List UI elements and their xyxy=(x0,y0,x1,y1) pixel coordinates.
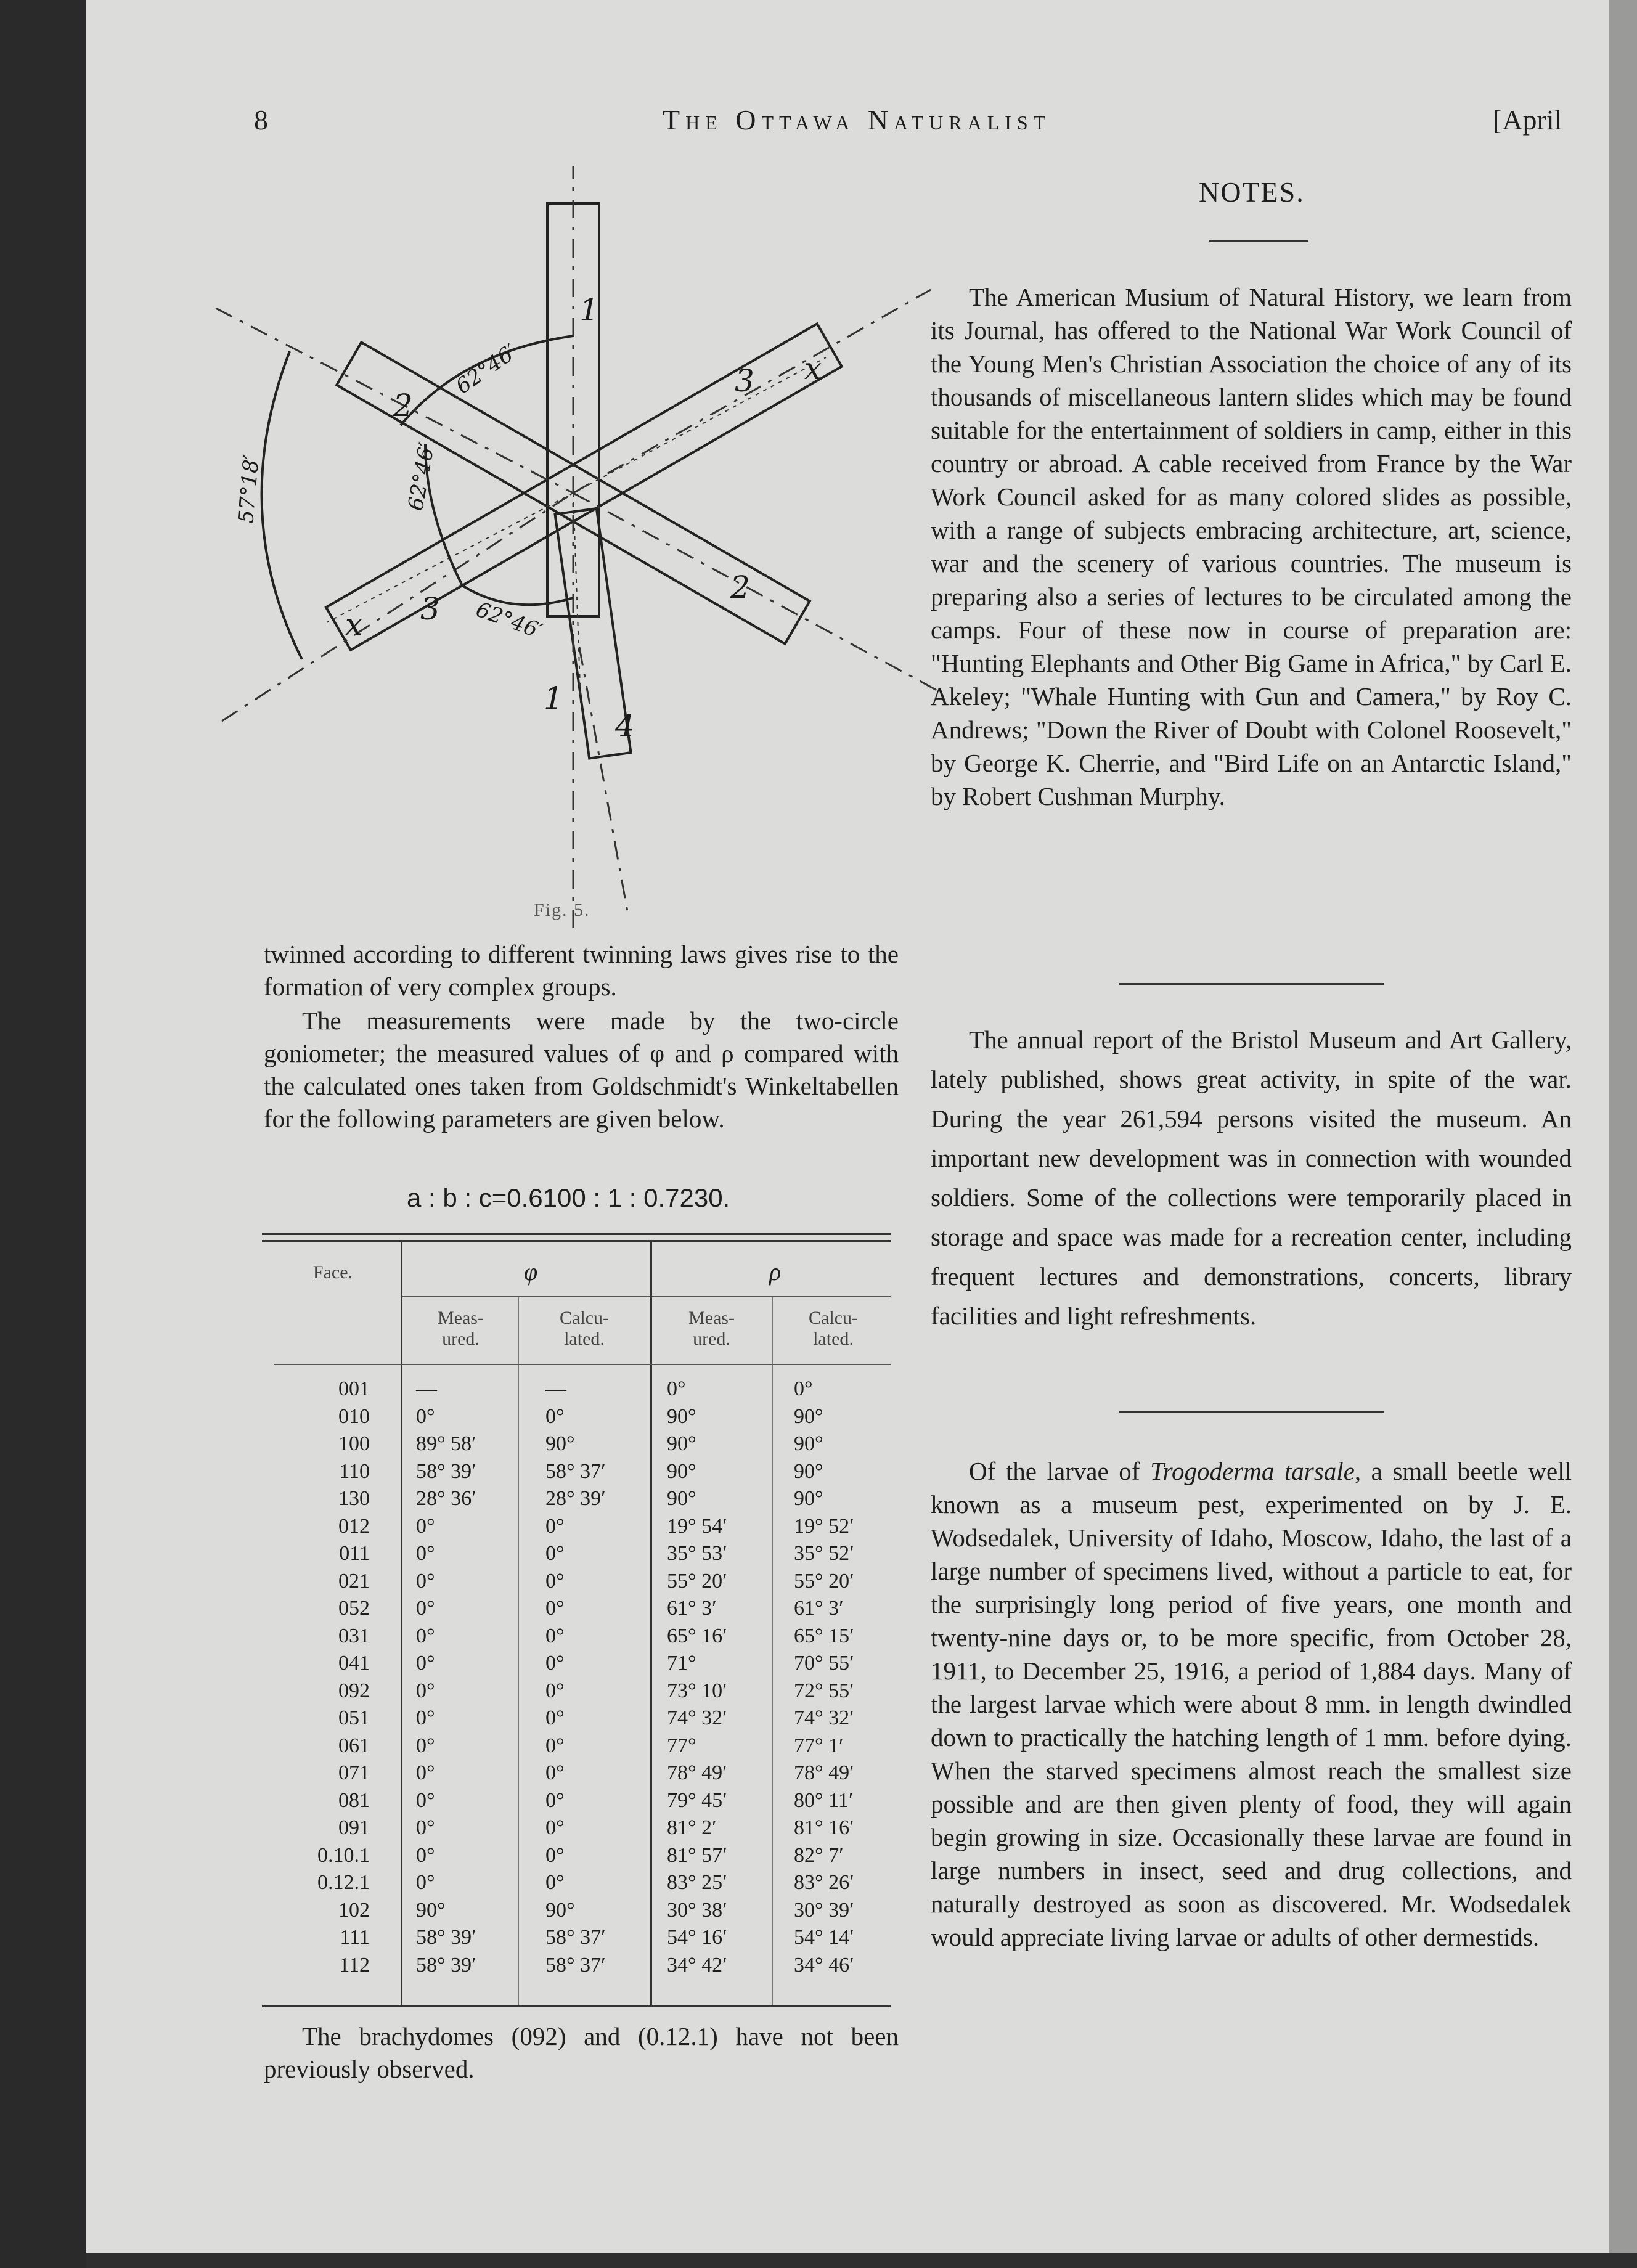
angle-label-lower: 62°46′ xyxy=(472,597,546,644)
table-cell: 77° xyxy=(667,1734,696,1757)
face-label-1: 1 xyxy=(579,292,599,328)
angle-label-left: 57°18′ xyxy=(234,454,264,524)
table-cell: 0° xyxy=(545,1789,565,1812)
table-cell: 55° 20′ xyxy=(667,1569,727,1593)
table-cell: 81° 16′ xyxy=(794,1816,854,1839)
table-cell: 0° xyxy=(545,1679,565,1702)
table-cell: 102 xyxy=(338,1898,370,1922)
axis-lower-left xyxy=(222,493,573,721)
table-cell: 012 xyxy=(338,1514,370,1538)
table-cell: 81° 57′ xyxy=(667,1843,727,1867)
table-cell: 90° xyxy=(794,1432,823,1455)
table-rule-top-inner xyxy=(262,1240,891,1242)
face-column xyxy=(265,1376,370,1979)
table-cell: 78° 49′ xyxy=(794,1761,854,1784)
table-cell: 34° 42′ xyxy=(667,1953,727,1976)
table-cell: 90° xyxy=(667,1459,696,1483)
closing-paragraph: The brachydomes (092) and (0.12.1) have not been previously observed. xyxy=(264,2022,899,2083)
notes-rule xyxy=(1209,240,1308,242)
journal-title: The Ottawa Naturalist xyxy=(663,104,1051,136)
angle-arc-left xyxy=(262,351,302,659)
table-cell: — xyxy=(545,1377,566,1400)
table-cell: 83° 25′ xyxy=(667,1871,727,1894)
table-cell: 0° xyxy=(416,1707,435,1729)
table-cell: 89° 58′ xyxy=(416,1432,476,1455)
table-cell: 77° 1′ xyxy=(794,1734,844,1757)
axial-ratio-equation: a : b : c=0.6100 : 1 : 0.7230. xyxy=(407,1183,730,1212)
page-number: 8 xyxy=(254,104,268,136)
table-cell: — xyxy=(416,1377,437,1400)
table-cell: 58° 37′ xyxy=(545,1926,606,1949)
face-label-2-lower: 2 xyxy=(730,569,750,605)
notes-title: NOTES. xyxy=(1199,176,1305,208)
table-cell: 0° xyxy=(545,1652,565,1674)
table-cell: 0° xyxy=(416,1569,435,1593)
table-vrule-phi xyxy=(518,1297,519,2005)
table-rule-head xyxy=(274,1364,891,1365)
table-cell: 90° xyxy=(794,1459,823,1483)
table-cell: 0.10.1 xyxy=(317,1843,370,1867)
table-rule-phi xyxy=(402,1296,650,1297)
table-cell: 0° xyxy=(667,1377,686,1400)
phi-header: φ xyxy=(524,1258,538,1286)
phi-calculated-header: Calcu- lated. xyxy=(560,1308,609,1349)
face-column-header: Face. xyxy=(312,1262,353,1283)
table-cell: 30° 38′ xyxy=(667,1898,727,1922)
rho-calculated-header: Calcu- lated. xyxy=(809,1308,858,1349)
table-cell: 0° xyxy=(416,1624,435,1647)
table-cell: 90° xyxy=(794,1405,823,1428)
table-cell: 0° xyxy=(416,1816,435,1839)
species-name: Trogoderma tarsale xyxy=(1150,1457,1355,1485)
table-cell: 73° 10′ xyxy=(667,1679,727,1702)
table-cell: 55° 20′ xyxy=(794,1569,854,1593)
table-cell: 0° xyxy=(416,1597,435,1620)
crystal-twin-figure xyxy=(203,166,943,931)
table-cell: 0° xyxy=(545,1569,565,1593)
table-cell: 0° xyxy=(416,1405,435,1428)
table-cell: 81° 2′ xyxy=(667,1816,717,1839)
table-cell: 111 xyxy=(340,1926,370,1949)
table-cell: 80° 11′ xyxy=(794,1789,854,1812)
phi-measured-header: Meas- ured. xyxy=(438,1308,484,1349)
table-cell: 0° xyxy=(545,1816,565,1839)
table-cell: 58° 37′ xyxy=(545,1953,606,1976)
face-label-4: 4 xyxy=(615,708,635,744)
table-cell: 092 xyxy=(338,1679,370,1702)
table-cell: 19° 54′ xyxy=(667,1514,727,1538)
table-cell: 0° xyxy=(416,1514,435,1538)
table-rule-rho xyxy=(652,1296,891,1297)
table-cell: 70° 55′ xyxy=(794,1652,854,1674)
table-cell: 61° 3′ xyxy=(667,1597,717,1620)
left-paragraph-2: The measurements were made by the two-circle goniometer; the measured values of φ and ρ compared with the calculated ones taken from Goldschmidt's Winkeltabellen for the following parameters are given below. xyxy=(264,1006,899,1133)
table-cell: 65° 15′ xyxy=(794,1624,854,1647)
table-cell: 74° 32′ xyxy=(794,1707,854,1729)
left-paragraph-1: twinned according to different twinning laws gives rise to the formation of very complex groups. xyxy=(264,940,899,1001)
note-separator-1 xyxy=(1119,983,1384,985)
table-cell: 112 xyxy=(339,1953,370,1976)
book-spine xyxy=(0,0,86,2268)
table-cell: 72° 55′ xyxy=(794,1679,854,1702)
table-cell: 90° xyxy=(667,1487,696,1510)
table-cell: 0° xyxy=(545,1514,565,1538)
note-bristol-museum: The annual report of the Bristol Museum and Art Gallery, lately published, shows great activity, in spite of the war. During the year 261,594 persons visited the museum. An important new development was in connection with wounded soldiers. Some of the collections were temporarily placed in storage and space was made for a recreation center, including frequent lectures and demonstrations, concerts, library facilities and light refreshments. xyxy=(931,1026,1572,1330)
table-vrule-2 xyxy=(650,1242,652,2005)
page-edge xyxy=(1609,0,1637,2268)
face-label-3-lower: 3 xyxy=(420,591,440,627)
table-cell: 90° xyxy=(545,1432,575,1455)
table-cell: 110 xyxy=(339,1459,370,1483)
table-vrule-rho xyxy=(772,1297,773,2005)
table-cell: 052 xyxy=(338,1597,370,1620)
table-cell: 79° 45′ xyxy=(667,1789,727,1812)
table-cell: 100 xyxy=(338,1432,370,1455)
table-cell: 0° xyxy=(545,1871,565,1894)
table-cell: 0° xyxy=(416,1761,435,1784)
table-cell: 0° xyxy=(416,1652,435,1674)
table-cell: 0° xyxy=(416,1843,435,1867)
table-cell: 90° xyxy=(794,1487,823,1510)
face-label-x-right: x xyxy=(804,351,822,386)
table-cell: 0° xyxy=(545,1843,565,1867)
rho-measured-column xyxy=(667,1376,727,1979)
table-cell: 0° xyxy=(545,1761,565,1784)
face-label-2-upper: 2 xyxy=(393,388,413,423)
figure-caption: Fig. 5. xyxy=(534,900,590,920)
table-vrule-1 xyxy=(401,1242,402,2005)
table-cell: 90° xyxy=(667,1405,696,1428)
table-cell: 091 xyxy=(338,1816,370,1839)
table-cell: 081 xyxy=(338,1789,370,1812)
note-museum-slides: The American Musium of Natural History, we learn from its Journal, has offered to the National War Work Council of the Young Men's Christian Association the choice of any of its thousands of miscellaneous lantern slides which may be found suitable for the entertainment of soldiers in camp, either in this country or abroad. A cable received from France by the War Work Council asked for as many colored slides as possible, with a range of subjects embracing architecture, art, science, war and the scenery of various countries. The museum is preparing also a series of lectures to be circulated among the camps. Four of these now in course of preparation are: "Hunting Elephants and Other Big Game in Africa," by Carl E. Akeley; "Whale Hunting with Gun and Camera," by Roy C. Andrews; "Down the River of Doubt with Colonel Roosevelt," by George K. Cherrie, and "Bird Life on an Antarctic Island," by Robert Cushman Murphy. xyxy=(931,283,1572,810)
note-separator-2 xyxy=(1119,1411,1384,1413)
table-cell: 78° 49′ xyxy=(667,1761,727,1784)
table-cell: 010 xyxy=(338,1405,370,1428)
phi-calculated-column xyxy=(545,1376,606,1979)
table-cell: 0° xyxy=(545,1542,565,1565)
table-cell: 90° xyxy=(416,1898,446,1922)
table-cell: 011 xyxy=(339,1542,370,1565)
angle-label-middle: 62°46′ xyxy=(403,441,440,513)
table-cell: 0° xyxy=(545,1624,565,1647)
face-label-3-upper: 3 xyxy=(735,363,754,399)
table-cell: 031 xyxy=(338,1624,370,1647)
table-cell: 34° 46′ xyxy=(794,1953,854,1976)
table-cell: 061 xyxy=(338,1734,370,1757)
phi-measured-column xyxy=(416,1376,476,1979)
table-cell: 74° 32′ xyxy=(667,1707,727,1729)
scan-border xyxy=(86,2253,1637,2268)
rho-calculated-column xyxy=(794,1376,854,1979)
table-cell: 0° xyxy=(416,1871,435,1894)
table-cell: 0° xyxy=(416,1679,435,1702)
table-cell: 0° xyxy=(416,1789,435,1812)
table-cell: 58° 39′ xyxy=(416,1953,476,1976)
table-cell: 54° 14′ xyxy=(794,1926,854,1949)
table-cell: 58° 37′ xyxy=(545,1459,606,1483)
table-cell: 90° xyxy=(545,1898,575,1922)
table-cell: 001 xyxy=(338,1377,370,1400)
axis-right-lower xyxy=(573,493,937,690)
table-rule-bottom xyxy=(262,2005,891,2007)
table-cell: 83° 26′ xyxy=(794,1871,854,1894)
angle-label-upper: 62°46′ xyxy=(451,339,522,399)
rho-measured-header: Meas- ured. xyxy=(688,1308,735,1349)
table-cell: 35° 53′ xyxy=(667,1542,727,1565)
table-cell: 0° xyxy=(794,1377,813,1400)
table-cell: 28° 39′ xyxy=(545,1487,606,1510)
table-cell: 35° 52′ xyxy=(794,1542,854,1565)
table-cell: 0.12.1 xyxy=(317,1871,370,1894)
table-cell: 30° 39′ xyxy=(794,1898,854,1922)
table-cell: 58° 39′ xyxy=(416,1459,476,1483)
table-cell: 021 xyxy=(338,1569,370,1593)
table-cell: 071 xyxy=(338,1761,370,1784)
table-cell: 65° 16′ xyxy=(667,1624,727,1647)
table-cell: 90° xyxy=(667,1432,696,1455)
table-cell: 61° 3′ xyxy=(794,1597,844,1620)
table-cell: 0° xyxy=(545,1707,565,1729)
issue-month: [April xyxy=(1493,104,1562,136)
table-cell: 0° xyxy=(545,1405,565,1428)
table-cell: 54° 16′ xyxy=(667,1926,727,1949)
table-cell: 0° xyxy=(545,1597,565,1620)
table-rule-top xyxy=(262,1233,891,1235)
note-trogoderma: Of the larvae of Trogoderma tarsale, a small beetle well known as a museum pest, experimented on by J. E. Wodsedalek, University of Idaho, Moscow, Idaho, the last of a large number of specimens lived, without a particle to eat, for the surprisingly long period of five years, one month and twenty-nine days or, to be more specific, from October 28, 1911, to December 25, 1916, a period of 1,884 days. Many of the largest larvae which were about 8 mm. in length dwindled down to practically the hatching length of 1 mm. before dying. When the starved specimens almost reach the smallest size possible and are then given plenty of food, they will again begin growing in size. Occasionally these larvae are found in large numbers in insect, seed and drug collections, and naturally destroyed as soon as discovered. Mr. Wodsedalek would appreciate living larvae or adults of other dermestids. xyxy=(931,1457,1572,1951)
table-cell: 19° 52′ xyxy=(794,1514,854,1538)
table-cell: 041 xyxy=(338,1652,370,1674)
table-cell: 051 xyxy=(338,1707,370,1729)
table-cell: 0° xyxy=(416,1542,435,1565)
face-label-1-lower: 1 xyxy=(544,680,563,716)
table-cell: 71° xyxy=(667,1652,696,1674)
table-cell: 28° 36′ xyxy=(416,1487,476,1510)
face-label-x-left: x xyxy=(345,606,363,642)
table-cell: 82° 7′ xyxy=(794,1843,844,1867)
rho-header: ρ xyxy=(769,1258,782,1286)
table-cell: 58° 39′ xyxy=(416,1926,476,1949)
table-cell: 0° xyxy=(416,1734,435,1757)
table-cell: 0° xyxy=(545,1734,565,1757)
table-cell: 130 xyxy=(338,1487,370,1510)
